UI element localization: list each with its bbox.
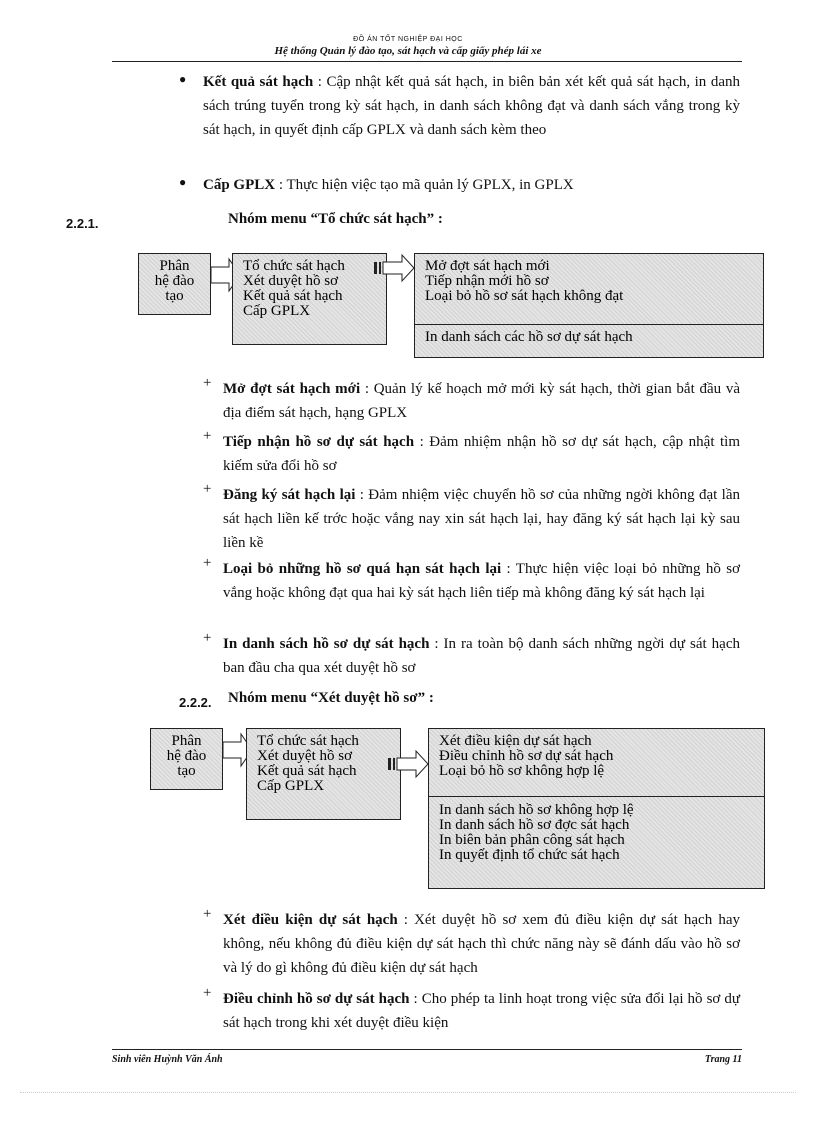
box-line: Kết quả sát hạch	[243, 288, 343, 304]
item-text: : Thực hiện việc loại bỏ những hồ sơ vắng hoặc không đạt qua hai kỳ sát hạch liên tiếp mà không đăng ký sát hạch lại	[223, 561, 741, 601]
diagram-box-phan-he	[150, 728, 223, 790]
box-line: tạo	[177, 763, 196, 779]
bullet-cap-gplx	[203, 173, 740, 197]
item-text: : Xét duyệt hồ sơ xem đủ điều kiện dự sát hạch hay không, nếu không đủ điều kiện dự sát hạch thì chức năng này sẽ đánh dấu vào hồ sơ và lý do gì không đủ điều kiện dự sát hạch	[223, 912, 740, 976]
box-line: Phân	[159, 258, 190, 274]
section-title: Nhóm menu “Xét duyệt hồ sơ” :	[228, 690, 434, 706]
item-title: Đăng ký sát hạch lại	[223, 487, 356, 503]
diagram-box-menu	[232, 253, 387, 345]
box-line: tạo	[165, 288, 184, 304]
box-line: Xét điều kiện dự sát hạch	[439, 733, 592, 749]
item-text: : Cho phép ta linh hoạt trong việc sửa đổi lại hồ sơ dự sát hạch trong khi xét duyệt điều kiện	[223, 991, 741, 1031]
item-text: : Quản lý kế hoạch mở mới kỳ sát hạch, thời gian bắt đầu và địa điểm sát hạch, hạng GPLX	[223, 381, 740, 421]
box-line: Cấp GPLX	[243, 303, 311, 319]
box-line: Xét duyệt hồ sơ	[257, 748, 353, 764]
box-line: hệ đào	[166, 748, 207, 764]
list-item	[223, 632, 740, 680]
header-rule	[112, 61, 742, 62]
box-line: Loại bỏ hồ sơ không hợp lệ	[439, 763, 605, 779]
item-title: Xét điều kiện dự sát hạch	[223, 912, 398, 928]
box-line: Phân	[171, 733, 202, 749]
box-line: Loại bỏ hồ sơ sát hạch không đạt	[425, 288, 624, 304]
section-number: 2.2.1.	[66, 216, 99, 231]
diagram-box-phan-he	[138, 253, 211, 315]
plus-icon: +	[203, 555, 212, 571]
plus-icon: +	[203, 985, 212, 1001]
item-title: Điều chỉnh hồ sơ dự sát hạch	[223, 991, 410, 1007]
footer-page-number: Trang 11	[704, 1054, 742, 1065]
plus-icon: +	[203, 375, 212, 391]
list-item	[223, 483, 740, 555]
list-item	[223, 557, 740, 605]
item-title: In danh sách hồ sơ dự sát hạch	[223, 636, 430, 652]
plus-icon: +	[203, 428, 212, 444]
arrow-icon	[388, 750, 430, 780]
list-item	[223, 430, 740, 478]
footer-rule	[112, 1049, 742, 1050]
box-line: In danh sách các hồ sơ dự sát hạch	[425, 329, 633, 345]
diagram-box-print	[414, 324, 764, 358]
item-text: : Đảm nhiệm nhận hồ sơ dự sát hạch, cập nhật tìm kiếm sửa đổi hồ sơ	[223, 434, 741, 474]
box-line: In danh sách hồ sơ không hợp lệ	[439, 802, 634, 818]
header-line-2: Hệ thống Quản lý đào tạo, sát hạch và cấp giấy phép lái xe	[274, 45, 542, 57]
box-line: Kết quả sát hạch	[257, 763, 357, 779]
diagram-box-menu	[246, 728, 401, 820]
list-item	[223, 908, 740, 980]
box-line: Xét duyệt hồ sơ	[243, 273, 339, 289]
bullet-icon: ●	[179, 72, 187, 86]
arrow-icon	[374, 254, 416, 284]
list-item	[223, 377, 740, 425]
footer-author: Sinh viên Huỳnh Văn Ánh	[112, 1054, 223, 1065]
box-line: Cấp GPLX	[257, 778, 325, 794]
header-line-1: ĐỒ ÁN TỐT NGHIỆP ĐẠI HỌC	[353, 36, 463, 43]
page-edge-divider	[20, 1092, 796, 1093]
diagram-box-submenu	[414, 253, 764, 325]
item-text: : Đảm nhiệm việc chuyển hồ sơ của những ngời không đạt lần sát hạch liền kế trớc hoặc vắng nay xin sát hạch lại, hay đăng ký sát hạch lại kỳ sau liền kề	[223, 487, 740, 551]
diagram-box-print	[428, 796, 765, 889]
section-title: Nhóm menu “Tổ chức sát hạch” :	[228, 211, 443, 227]
diagram-box-submenu	[428, 728, 765, 797]
plus-icon: +	[203, 630, 212, 646]
item-text: : In ra toàn bộ danh sách những ngời dự sát hạch ban đầu cha qua xét duyệt hồ sơ	[223, 636, 740, 676]
item-title: Mở đợt sát hạch mới	[223, 381, 361, 397]
box-line: Tổ chức sát hạch	[243, 258, 345, 274]
bullet-icon: ●	[179, 175, 187, 189]
box-line: Tiếp nhận mới hồ sơ	[425, 273, 549, 289]
box-line: Điều chỉnh hồ sơ dự sát hạch	[439, 748, 614, 764]
bullet-title: Kết quả sát hạch	[203, 74, 314, 90]
plus-icon: +	[203, 481, 212, 497]
box-line: In quyết định tổ chức sát hạch	[439, 847, 620, 863]
box-line: Tổ chức sát hạch	[257, 733, 359, 749]
box-line: hệ đào	[154, 273, 195, 289]
bullet-ket-qua	[203, 70, 740, 142]
box-line: In danh sách hồ sơ đợc sát hạch	[439, 817, 630, 833]
bullet-title: Cấp GPLX	[203, 177, 276, 193]
bullet-text: : Thực hiện việc tạo mã quản lý GPLX, in GPLX	[275, 177, 574, 193]
item-title: Tiếp nhận hồ sơ dự sát hạch	[223, 434, 415, 450]
plus-icon: +	[203, 906, 212, 922]
item-title: Loại bỏ những hồ sơ quá hạn sát hạch lại	[223, 561, 502, 577]
box-line: Mở đợt sát hạch mới	[425, 258, 550, 274]
box-line: In biên bản phân công sát hạch	[439, 832, 625, 848]
bullet-text: : Cập nhật kết quả sát hạch, in biên bản xét kết quả sát hạch, in danh sách trúng tuyển trong kỳ sát hạch, in danh sách không đạt và danh sách vắng trong kỳ sát hạch, in quyết định cấp GPLX và danh sách kèm theo	[203, 74, 740, 138]
section-number: 2.2.2.	[179, 695, 212, 710]
list-item	[223, 987, 740, 1035]
